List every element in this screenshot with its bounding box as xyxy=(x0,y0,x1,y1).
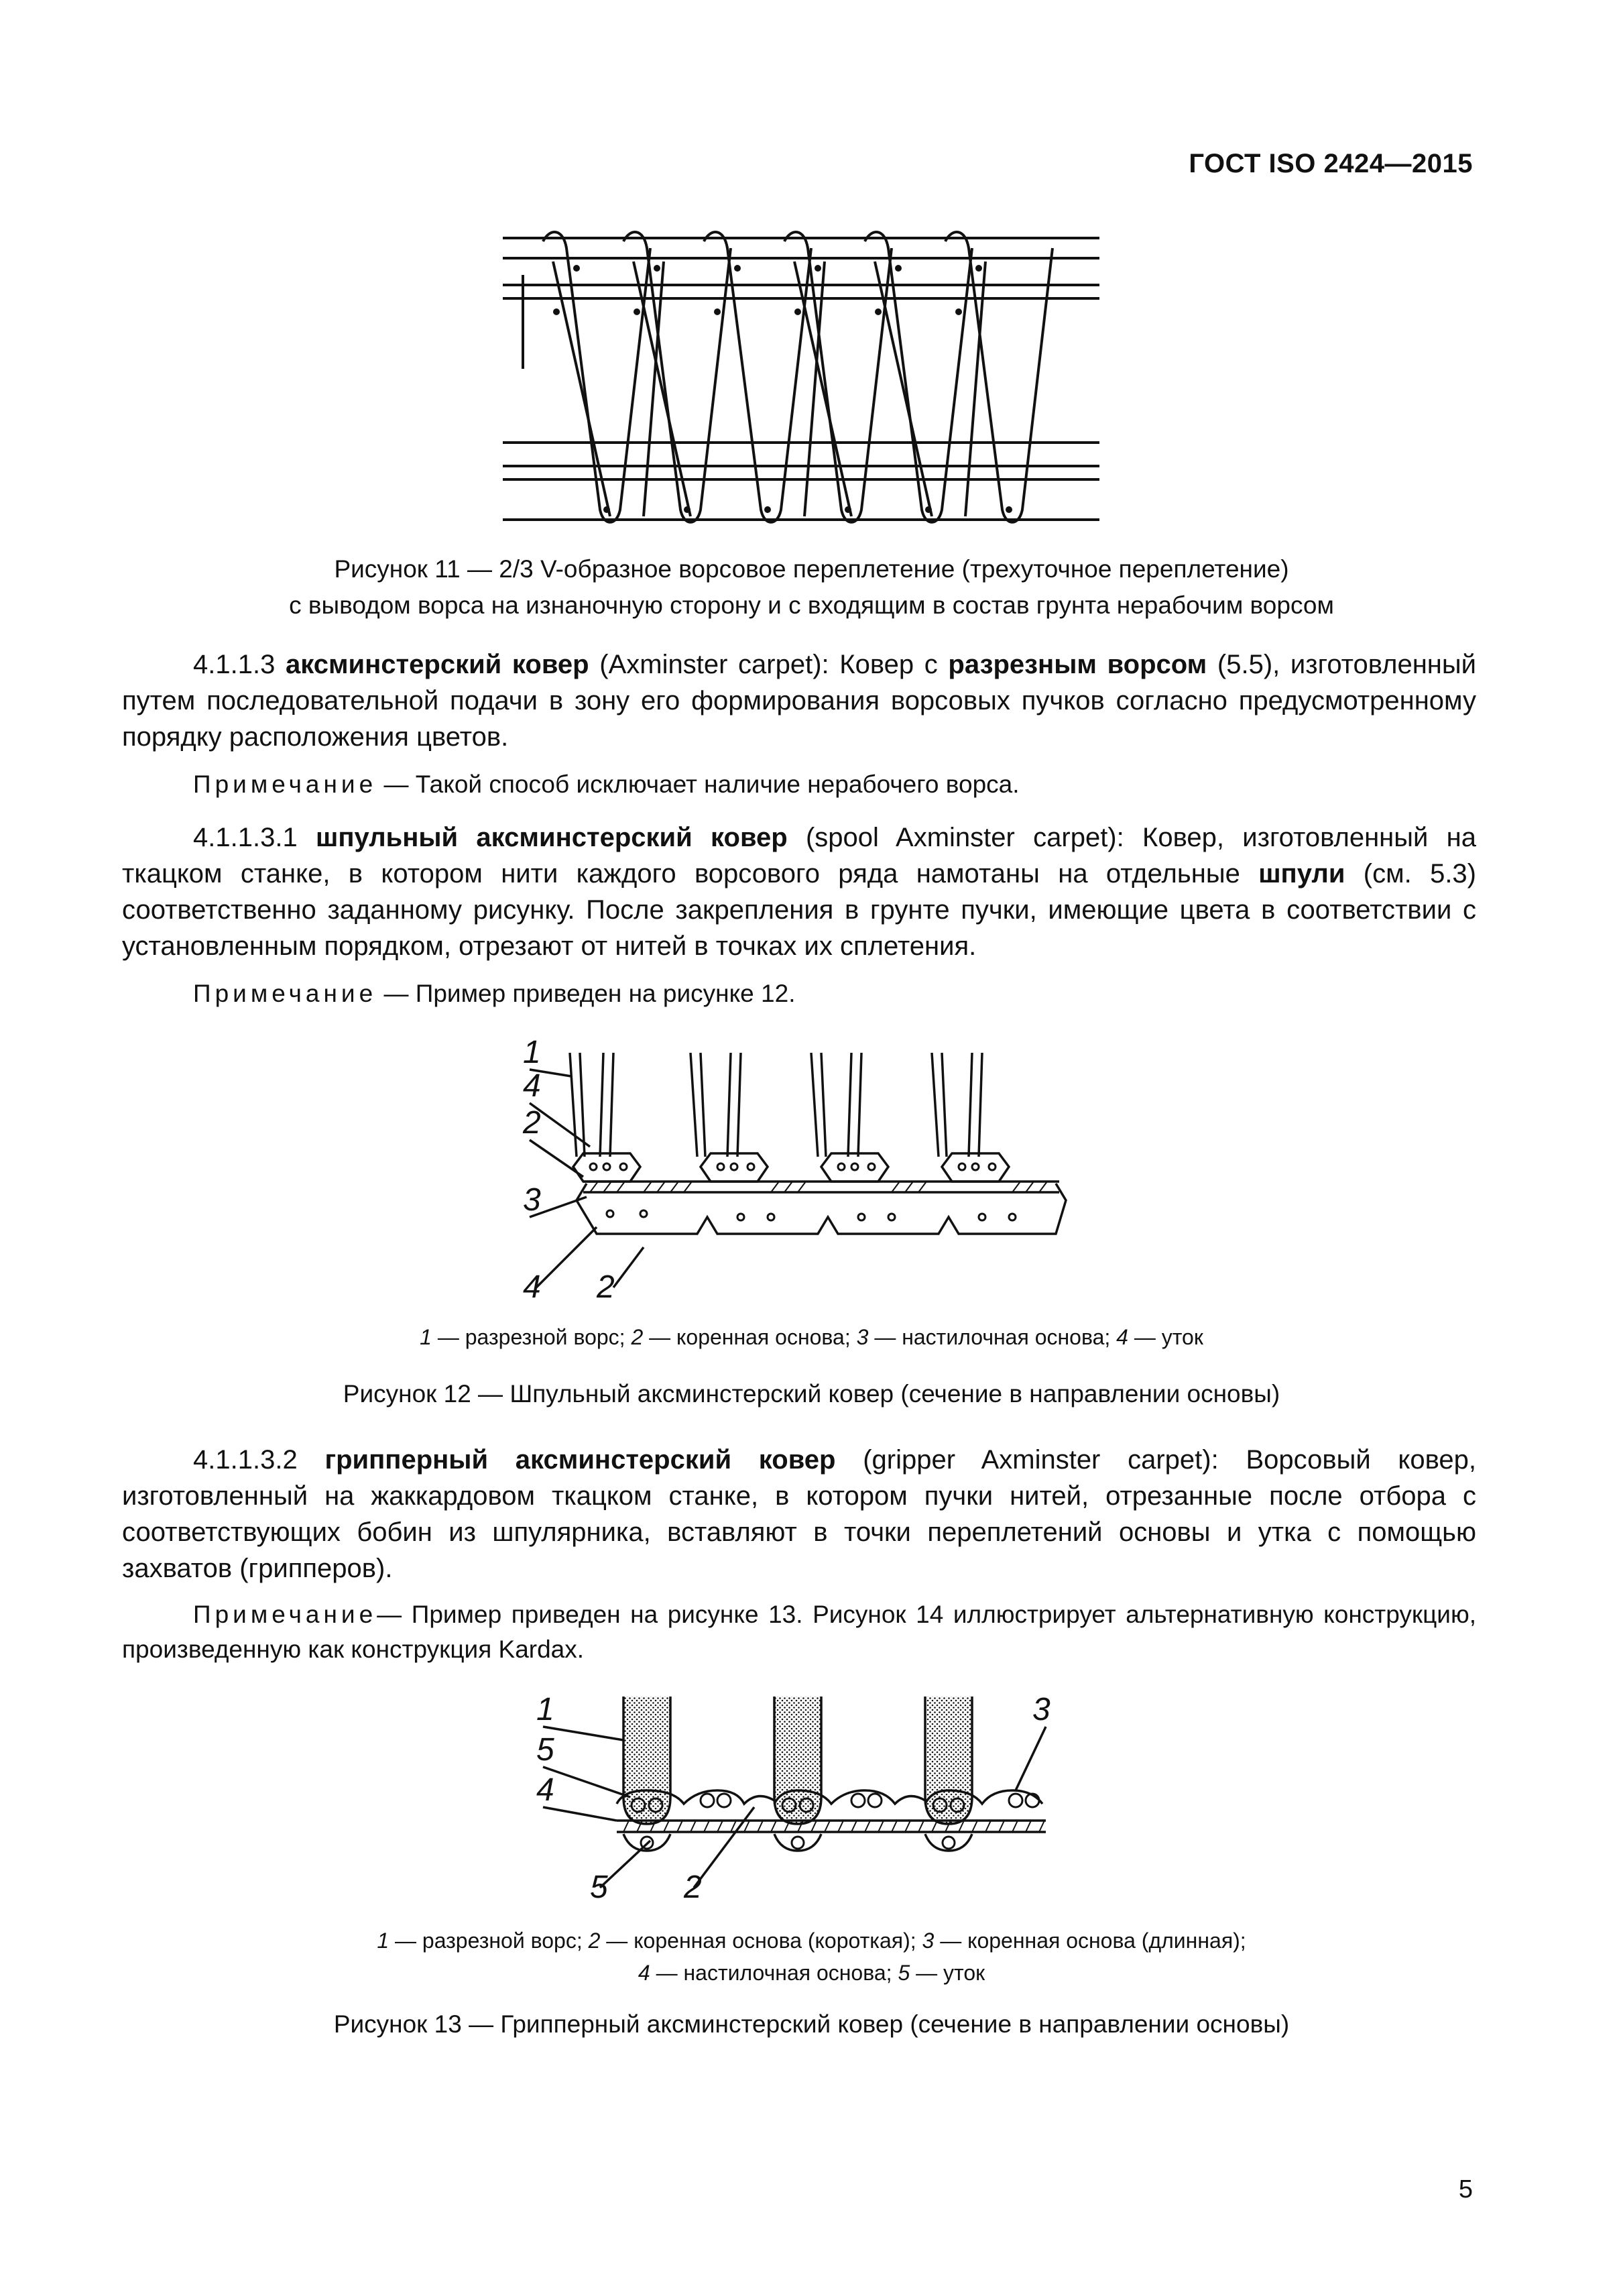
figure-12-label-4-bottom: 4 xyxy=(523,1269,541,1305)
figure-13-label-3: 3 xyxy=(1032,1692,1050,1727)
term-reference: шпули xyxy=(1258,859,1345,888)
section-number: 4.1.1.3 xyxy=(193,650,276,679)
figure-12-label-1: 1 xyxy=(523,1035,541,1070)
figure-12-legend: 1 — разрезной ворс; 2 — коренная основа; 3 — настилочная основа; 4 — уток xyxy=(420,1325,1203,1349)
note-text: — Такой способ исключает наличие нерабочего ворса. xyxy=(377,770,1020,798)
term: грипперный аксминстерский ковер xyxy=(324,1445,836,1475)
figure-13-label-2: 2 xyxy=(684,1870,702,1905)
figure-13-label-4: 4 xyxy=(536,1772,554,1808)
figure-13-diagram xyxy=(523,1690,1099,1918)
term-description: (Axminster carpet): Ковер с xyxy=(599,650,949,679)
term: аксминстерский ковер xyxy=(285,650,589,679)
note-text: — Пример приведен на рисунке 13. Рисунок 14 иллюстрирует альтернативную конструкцию, произведенную как конструкция Kardax. xyxy=(122,1601,1476,1663)
figure-12-label-4-top: 4 xyxy=(523,1068,541,1104)
term-description-rest: (5.5), изготовленный путем последовательной подачи в зону его формирования ворсовых пучков согласно предусмотренному порядку расположения цветов. xyxy=(122,650,1476,752)
section-number: 4.1.1.3.1 xyxy=(193,823,298,852)
document-header: ГОСТ ISO 2424—2015 xyxy=(1189,149,1473,178)
note-3 xyxy=(122,1597,1476,1667)
section-4-1-1-3 xyxy=(122,646,1476,755)
term-description: (spool Axminster carpet): Ковер, изготовленный на ткацком станке, в котором нити каждого ворсового ряда намотаны на отдельные xyxy=(122,823,1476,888)
note-text: — Пример приведен на рисунке 12. xyxy=(377,980,796,1007)
figure-12-label-3: 3 xyxy=(523,1182,541,1218)
term-description: (gripper Axminster carpet): Ворсовый ковер, изготовленный на жаккардовом ткацком станке, в котором пучки нитей, отрезанные после отбора с соответствующих бобин из шпулярника, вставляют в точки переплетений основы и утка с помощью захватов (грипперов). xyxy=(122,1445,1477,1583)
term-reference: разрезным ворсом xyxy=(948,650,1207,679)
section-4-1-1-3-1 xyxy=(122,819,1476,964)
figure-13-legend-line-1: 1 — разрезной ворс; 2 — коренная основа (короткая); 3 — коренная основа (длинная); xyxy=(377,1929,1246,1953)
figure-11-caption-line-1: Рисунок 11 — 2/3 V-образное ворсовое переплетение (трехуточное переплетение) xyxy=(334,555,1289,583)
figure-12-label-2-bottom: 2 xyxy=(597,1269,615,1305)
note-1 xyxy=(122,767,1476,802)
figure-13-label-5-bottom: 5 xyxy=(590,1870,608,1905)
figure-13-label-5-top: 5 xyxy=(536,1732,554,1768)
figure-11-diagram xyxy=(489,221,1113,536)
figure-12-diagram xyxy=(509,1033,1113,1314)
term: шпульный аксминстерский ковер xyxy=(316,823,788,852)
section-4-1-1-3-2 xyxy=(122,1442,1476,1587)
note-label: Примечание xyxy=(193,1601,377,1628)
page-number: 5 xyxy=(1458,2175,1473,2203)
note-label: Примечание xyxy=(193,980,377,1007)
note-label: Примечание xyxy=(193,770,377,798)
note-2 xyxy=(122,976,1476,1011)
figure-12-label-2-top: 2 xyxy=(523,1105,541,1141)
figure-12-caption: Рисунок 12 — Шпульный аксминстерский ковер (сечение в направлении основы) xyxy=(343,1380,1280,1408)
term-description-rest: (см. 5.3) соответственно заданному рисунку. После закрепления в грунте пучки, имеющие цвета в соответствии с установленным порядком, отрезают от нитей в точках их сплетения. xyxy=(122,859,1476,961)
figure-13-legend-line-2: 4 — настилочная основа; 5 — уток xyxy=(638,1961,985,1985)
figure-11-caption-line-2: с выводом ворса на изнаночную сторону и с входящим в состав грунта нерабочим ворсом xyxy=(289,591,1334,619)
figure-13-label-1: 1 xyxy=(536,1692,554,1727)
figure-13-caption: Рисунок 13 — Грипперный аксминстерский ковер (сечение в направлении основы) xyxy=(333,2010,1290,2038)
section-number: 4.1.1.3.2 xyxy=(193,1445,298,1475)
